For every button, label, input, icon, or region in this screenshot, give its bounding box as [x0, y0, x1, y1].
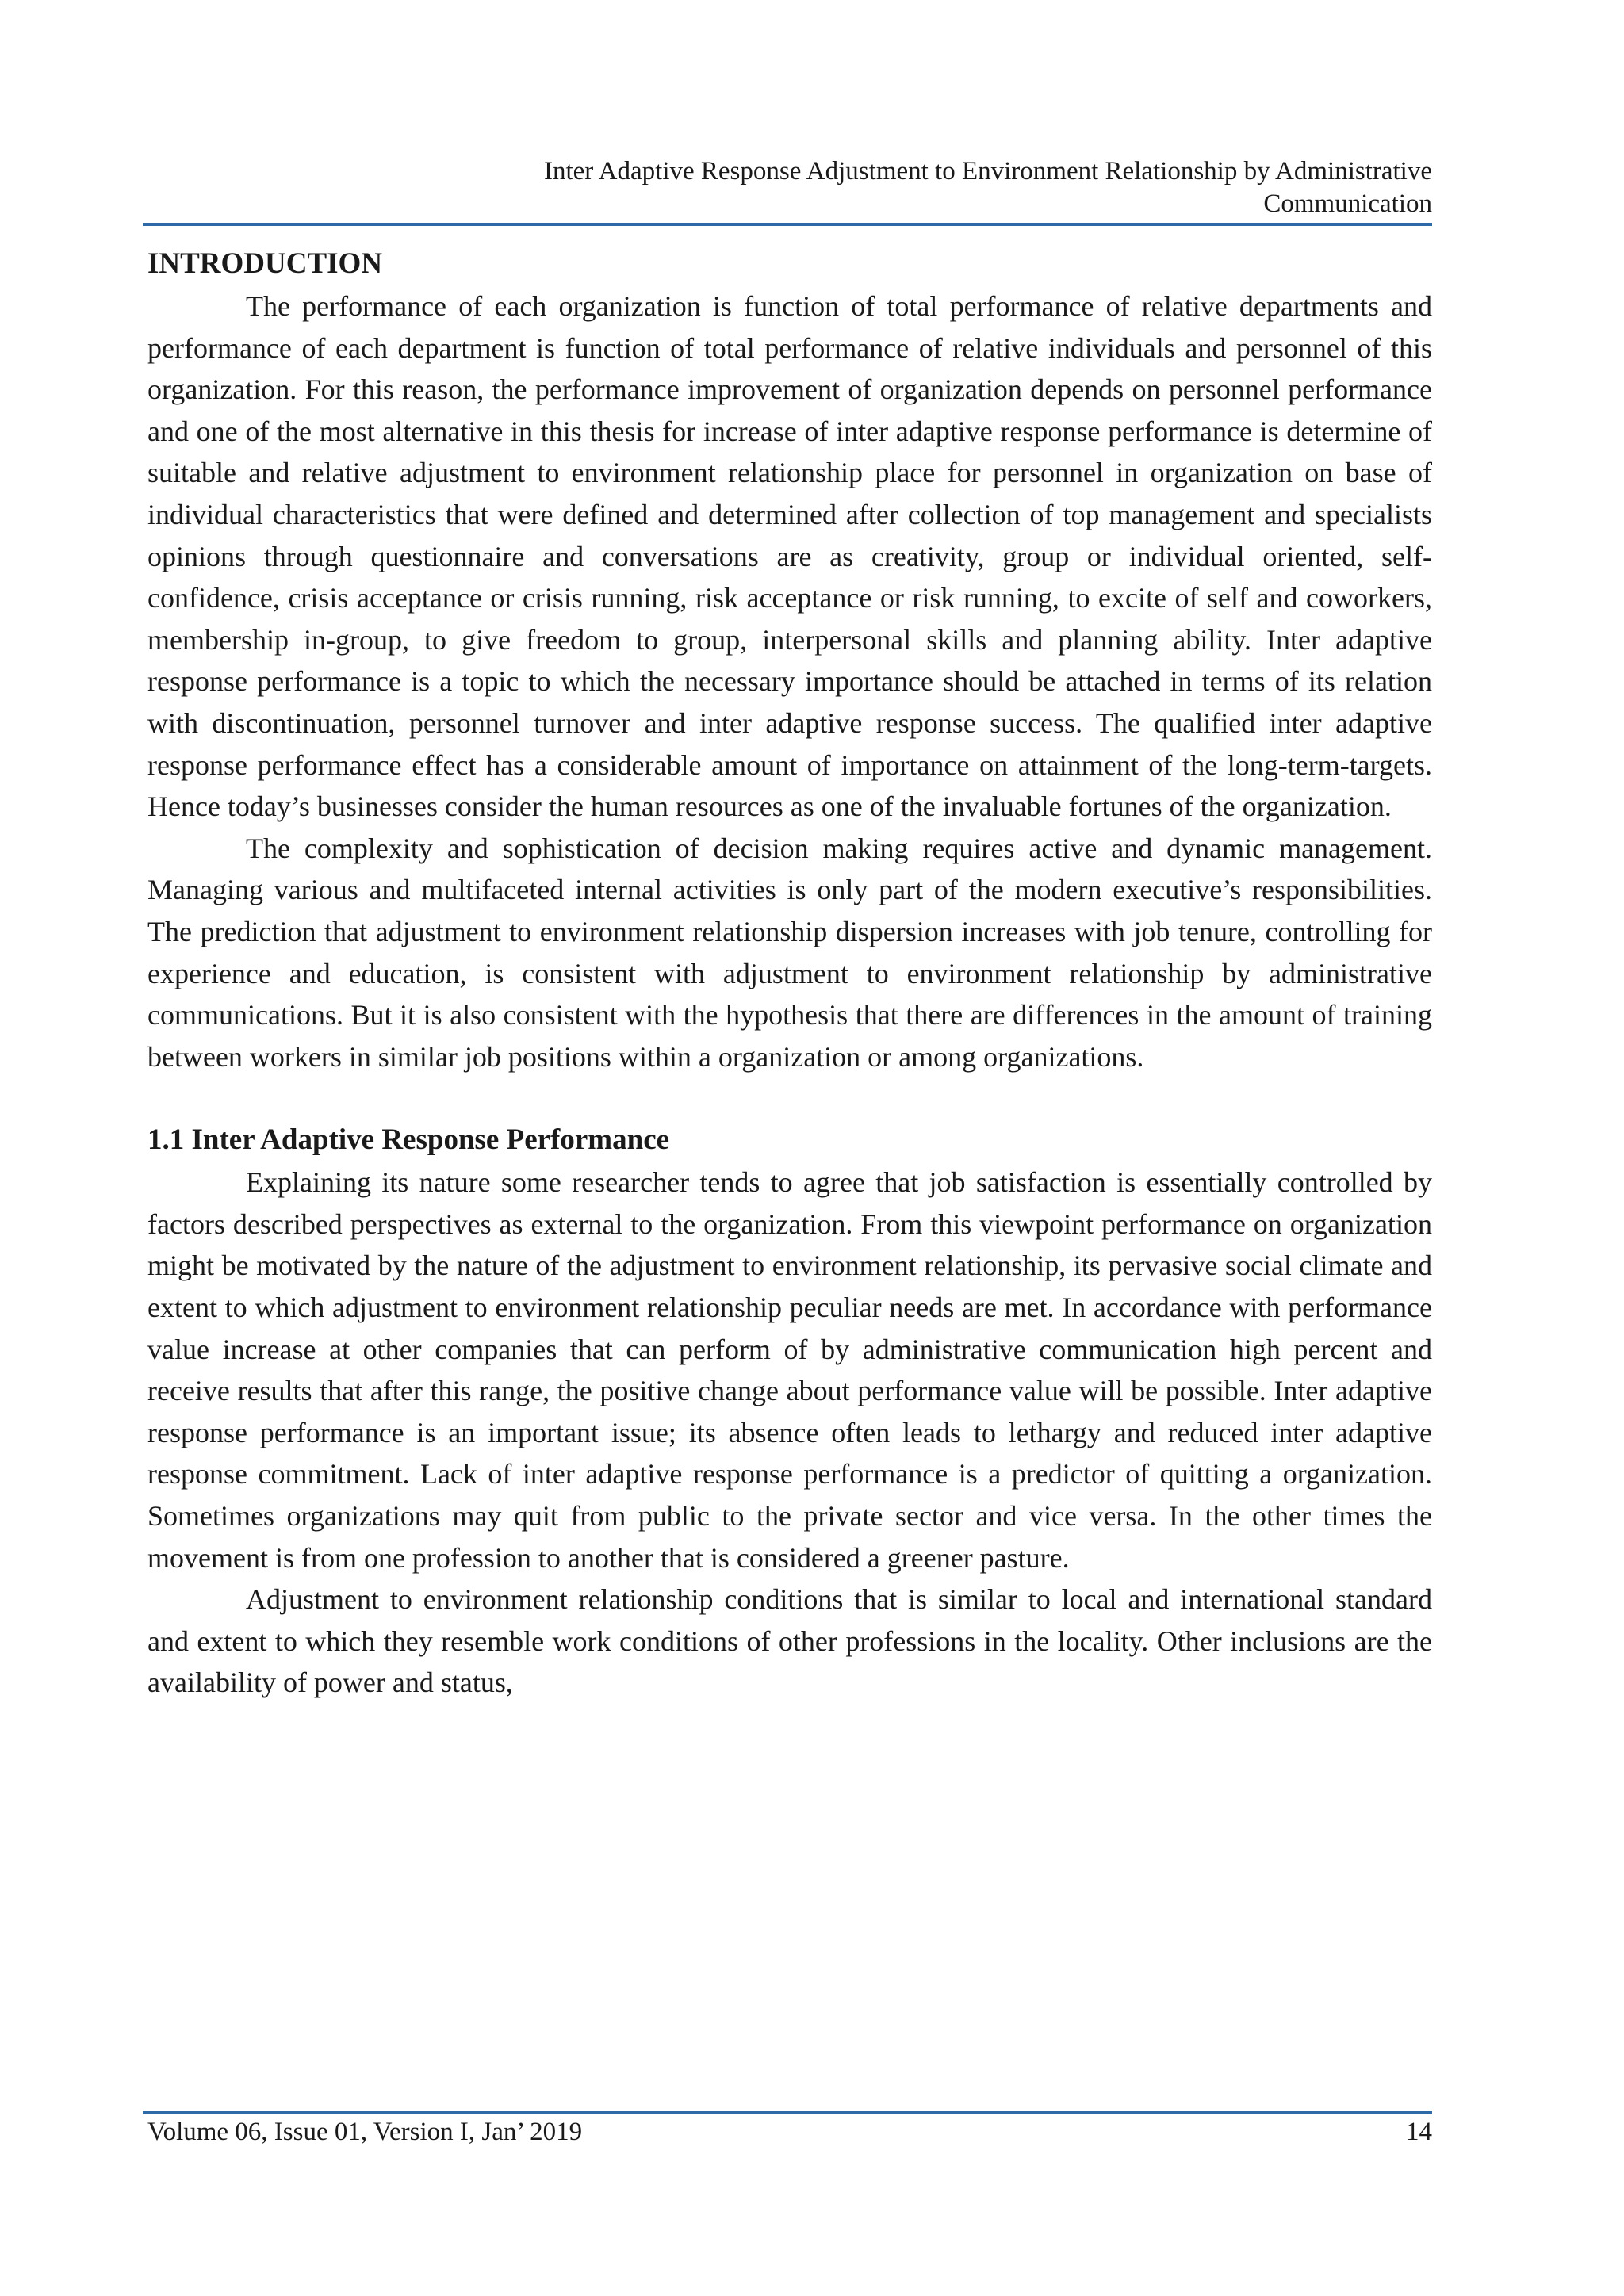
running-header: [147, 155, 1432, 220]
introduction-heading: INTRODUCTION: [147, 247, 383, 280]
intro-paragraph-1: The performance of each organization is function of total performance of relative departments and performance of each department is function of total performance of relative individuals and personnel of this organization. For this reason, the performance improvement of organization depends on personnel performance and one of the most alternative in this thesis for increase of inter adaptive response performance is determine of suitable and relative adjustment to environment relationship place for personnel in organization on base of individual characteristics that were defined and determined after collection of top management and specialists opinions through questionnaire and conversations are as creativity, group or individual oriented, self-confidence, crisis acceptance or crisis running, risk acceptance or risk running, to excite of self and coworkers, membership in-group, to give freedom to group, interpersonal skills and planning ability. Inter adaptive response performance is a topic to which the necessary importance should be attached in terms of its relation with discontinuation, personnel turnover and inter adaptive response success. The qualified inter adaptive response performance effect has a considerable amount of importance on attainment of the long-term-targets. Hence today’s businesses consider the human resources as one of the invaluable fortunes of the organization.: [147, 290, 1432, 823]
intro-paragraph-2: The complexity and sophistication of decision making requires active and dynamic management. Managing various and multifaceted internal activities is only part of the modern executive’s responsibilities. The prediction that adjustment to environment relationship dispersion increases with job tenure, controlling for experience and education, is consistent with adjustment to environment relationship by administrative communications. But it is also consistent with the hypothesis that there are differences in the amount of training between workers in similar job positions within a organization or among organizations.: [147, 832, 1432, 1073]
article-body: [147, 243, 1432, 1704]
running-title-line-2: Communication: [1263, 189, 1432, 218]
section-heading: 1.1 Inter Adaptive Response Performance: [147, 1123, 670, 1157]
header-rule: [143, 223, 1432, 226]
section-paragraph-2: Adjustment to environment relationship conditions that is similar to local and international standard and extent to which they resemble work conditions of other professions in the locality. Other inclusions are the availability of power and status,: [147, 1583, 1432, 1699]
page-number: 14: [1406, 2118, 1432, 2146]
volume-info: Volume 06, Issue 01, Version I, Jan’ 2019: [147, 2118, 583, 2146]
running-title-line-1: Inter Adaptive Response Adjustment to Environment Relationship by Administrative: [543, 157, 1432, 186]
section-paragraph-1: Explaining its nature some researcher tends to agree that job satisfaction is essentially controlled by factors described perspectives as external to the organization. From this viewpoint performance on organization might be motivated by the nature of the adjustment to environment relationship, its pervasive social climate and extent to which adjustment to environment relationship peculiar needs are met. In accordance with performance value increase at other companies that can perform of by administrative communication high percent and receive results that after this range, the positive change about performance value will be possible. Inter adaptive response performance is an important issue; its absence often leads to lethargy and reduced inter adaptive response commitment. Lack of inter adaptive response performance is a predictor of quitting a organization. Sometimes organizations may quit from public to the private sector and vice versa. In the other times the movement is from one profession to another that is considered a greener pasture.: [147, 1166, 1432, 1574]
